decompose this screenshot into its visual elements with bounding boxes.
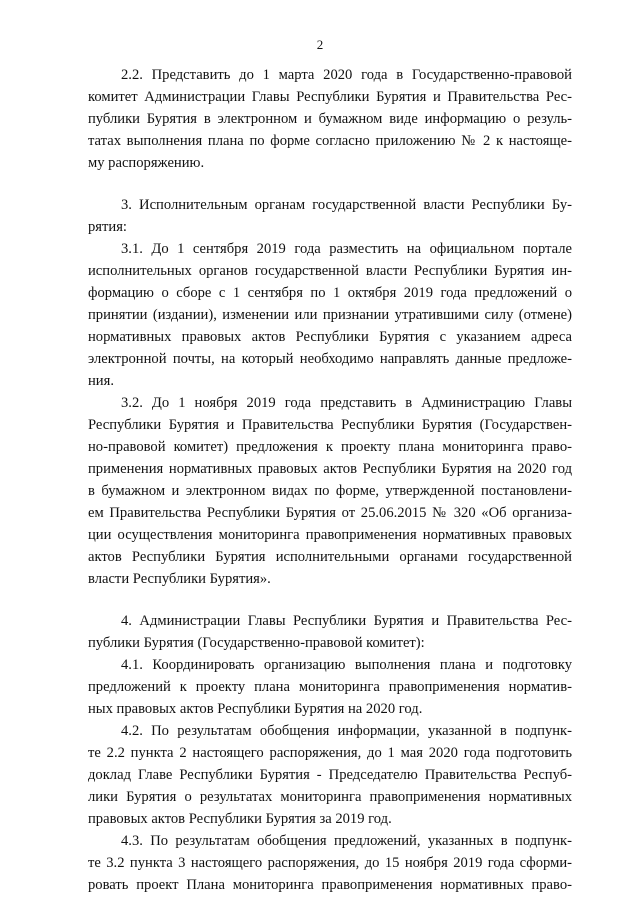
text-line: му распоряжению. [88, 155, 205, 171]
page-number: 2 [316, 37, 324, 52]
text-line: ных правовых актов Республики Бурятия на 2020 год. [88, 701, 423, 717]
text-line: рятия: [88, 219, 127, 235]
text-line: нормативных правовых актов Республики Бурятия с указанием адреса [88, 329, 572, 345]
text-line: 3. Исполнительным органам государственной власти Республики Бу- [121, 197, 572, 213]
text-line: но-правовой комитет) предложения к проекту плана мониторинга право- [88, 439, 572, 455]
text-line: 4.3. По результатам обобщения предложений, указанных в подпунк- [121, 833, 572, 849]
text-line: те 2.2 пункта 2 настоящего распоряжения, до 1 мая 2020 года подготовить [88, 745, 572, 761]
text-line: власти Республики Бурятия». [88, 571, 271, 587]
text-line: ровать проект Плана мониторинга правоприменения нормативных право- [88, 877, 572, 893]
text-line: ции осуществления мониторинга правоприменения нормативных правовых [88, 527, 572, 543]
text-line: 3.1. До 1 сентября 2019 года разместить на официальном портале [121, 241, 572, 257]
text-line: публики Бурятия (Государственно-правовой комитет): [88, 635, 425, 651]
text-line: татах выполнения плана по форме согласно приложению № 2 к настояще- [88, 133, 572, 149]
text-line: публики Бурятия в электронном и бумажном виде информацию о резуль- [88, 111, 572, 127]
text-line: 4.1. Координировать организацию выполнения плана и подготовку [121, 657, 572, 673]
text-line: 4. Администрации Главы Республики Бурятия и Правительства Рес- [121, 613, 572, 629]
text-line: применения нормативных правовых актов Республики Бурятия на 2020 год [88, 461, 572, 477]
text-line: электронной почты, на который необходимо направлять данные предложе- [88, 351, 572, 367]
text-line: исполнительных органов государственной власти Республики Бурятия ин- [88, 263, 572, 279]
text-line: комитет Администрации Главы Республики Бурятия и Правительства Рес- [88, 89, 572, 105]
text-line: 2.2. Представить до 1 марта 2020 года в Государственно-правовой [121, 67, 572, 83]
text-line: лики Бурятия о результатах мониторинга правоприменения нормативных [88, 789, 572, 805]
text-line: 3.2. До 1 ноября 2019 года представить в Администрацию Главы [121, 395, 572, 411]
text-line: доклад Главе Республики Бурятия - Председателю Правительства Респуб- [88, 767, 572, 783]
text-line: ем Правительства Республики Бурятия от 25.06.2015 № 320 «Об организа- [88, 505, 572, 521]
text-line: формацию о сборе с 1 сентября по 1 октября 2019 года предложений о [88, 285, 572, 301]
text-line: принятии (издании), изменении или признании утратившими силу (отмене) [88, 307, 572, 323]
text-line: те 3.2 пункта 3 настоящего распоряжения, до 15 ноября 2019 года сформи- [88, 855, 572, 871]
text-line: предложений к проекту плана мониторинга правоприменения норматив- [88, 679, 572, 695]
text-line: в бумажном и электронном видах по форме, утвержденной постановлени- [88, 483, 572, 499]
text-line: ния. [88, 373, 114, 389]
text-line: правовых актов Республики Бурятия за 2019 год. [88, 811, 392, 827]
text-line: Республики Бурятия и Правительства Республики Бурятия (Государствен- [88, 417, 572, 433]
text-line: 4.2. По результатам обобщения информации, указанной в подпунк- [121, 723, 572, 739]
text-line: актов Республики Бурятия исполнительными органами государственной [88, 549, 572, 565]
